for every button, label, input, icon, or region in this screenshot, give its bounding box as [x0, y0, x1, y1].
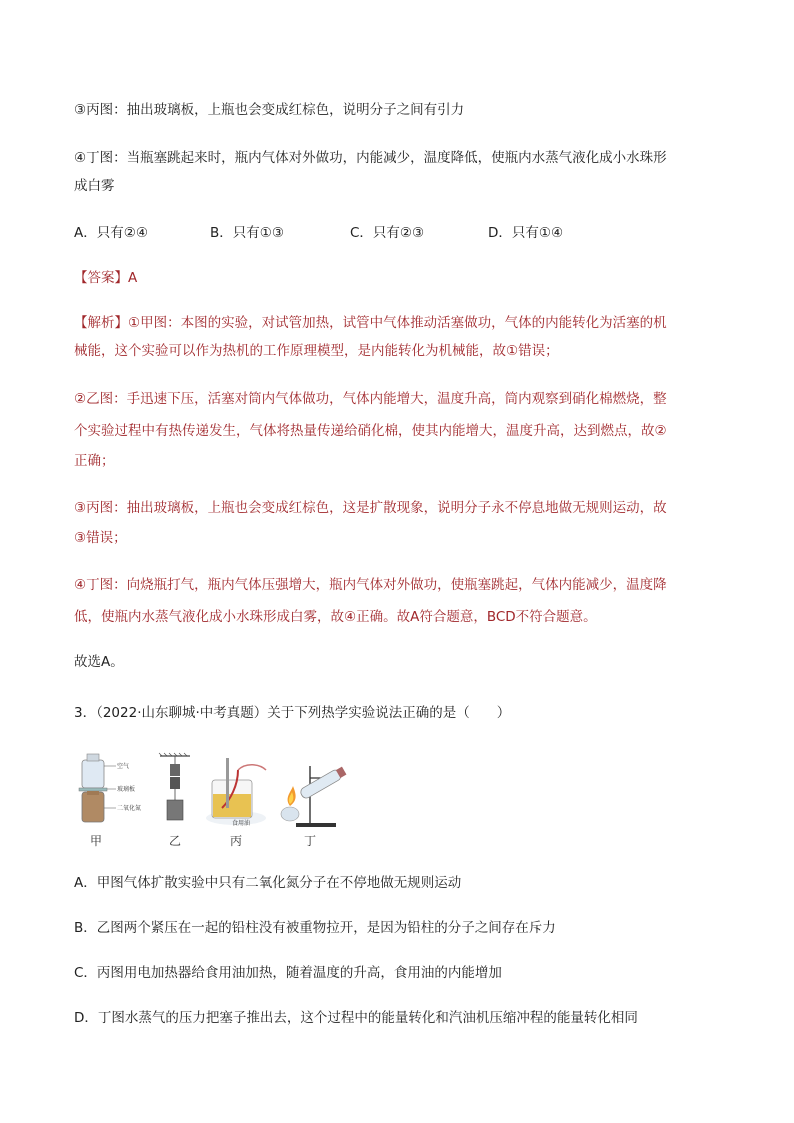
experiment-figure-svg: [70, 752, 360, 852]
option-a: A．只有②④: [74, 225, 148, 241]
prev-options: [74, 223, 563, 243]
statement-4-line1: ④丁图：当瓶塞跳起来时，瓶内气体对外做功，内能减少，温度降低，使瓶内水蒸气液化成小水珠形: [74, 150, 667, 166]
conclusion: 故选A。: [74, 654, 124, 670]
label-jia: 甲: [89, 834, 103, 848]
experiment-figure: [70, 752, 360, 852]
label-yi: 乙: [168, 834, 182, 848]
label-ding: 丁: [303, 834, 317, 848]
answer: 【答案】A: [74, 270, 138, 286]
q3-option-c: C．丙图用电加热器给食用油加热，随着温度的升高，食用油的内能增加: [74, 965, 502, 981]
annot-oil: 食用油: [232, 820, 251, 827]
annot-glass: 玻璃板: [117, 786, 136, 793]
statement-4-line2: 成白雾: [74, 178, 115, 194]
analysis-line-9: 低，使瓶内水蒸气液化成小水珠形成白雾，故④正确。故A符合题意，BCD不符合题意。: [74, 609, 597, 625]
figure-yi: [159, 753, 190, 848]
analysis-line-3: ②乙图：手迅速下压，活塞对筒内气体做功，气体内能增大，温度升高，筒内观察到硝化棉燃烧，整: [74, 391, 667, 407]
analysis-line-2: 械能，这个实验可以作为热机的工作原理模型，是内能转化为机械能，故①错误；: [74, 343, 559, 359]
analysis-line-1: 【解析】①甲图：本图的实验，对试管加热，试管中气体推动活塞做功，气体的内能转化为活塞的机: [74, 315, 667, 331]
analysis-line-5: 正确；: [74, 453, 115, 469]
q3-option-b: B．乙图两个紧压在一起的铅柱没有被重物拉开，是因为铅柱的分子之间存在斥力: [74, 920, 556, 936]
figure-bing: [206, 758, 266, 848]
analysis-line-4: 个实验过程中有热传递发生，气体将热量传递给硝化棉，使其内能增大，温度升高，达到燃点，故②: [74, 423, 667, 439]
annot-air: 空气: [117, 763, 130, 770]
analysis-line-7: ③错误；: [74, 530, 127, 546]
question-3-stem: 3．（2022·山东聊城·中考真题）关于下列热学实验说法正确的是（ ）: [74, 705, 511, 721]
analysis-line-6: ③丙图：抽出玻璃板，上瓶也会变成红棕色，这是扩散现象，说明分子永不停息地做无规则运动，故: [74, 500, 667, 516]
figure-jia: [79, 754, 141, 848]
q3-option-a: A．甲图气体扩散实验中只有二氧化氮分子在不停地做无规则运动: [74, 875, 462, 891]
option-d: D．只有①④: [488, 225, 564, 241]
q3-option-d: D．丁图水蒸气的压力把塞子推出去，这个过程中的能量转化和汽油机压缩冲程的能量转化相同: [74, 1010, 638, 1026]
label-bing: 丙: [229, 834, 243, 848]
statement-3: ③丙图：抽出玻璃板，上瓶也会变成红棕色，说明分子之间有引力: [74, 102, 465, 118]
option-b: B．只有①③: [210, 225, 284, 241]
option-c: C．只有②③: [350, 225, 425, 241]
annot-no2: 二氧化氮: [117, 805, 142, 812]
figure-ding: [281, 766, 347, 848]
analysis-line-8: ④丁图：向烧瓶打气，瓶内气体压强增大，瓶内气体对外做功，使瓶塞跳起，气体内能减少，温度降: [74, 577, 667, 593]
